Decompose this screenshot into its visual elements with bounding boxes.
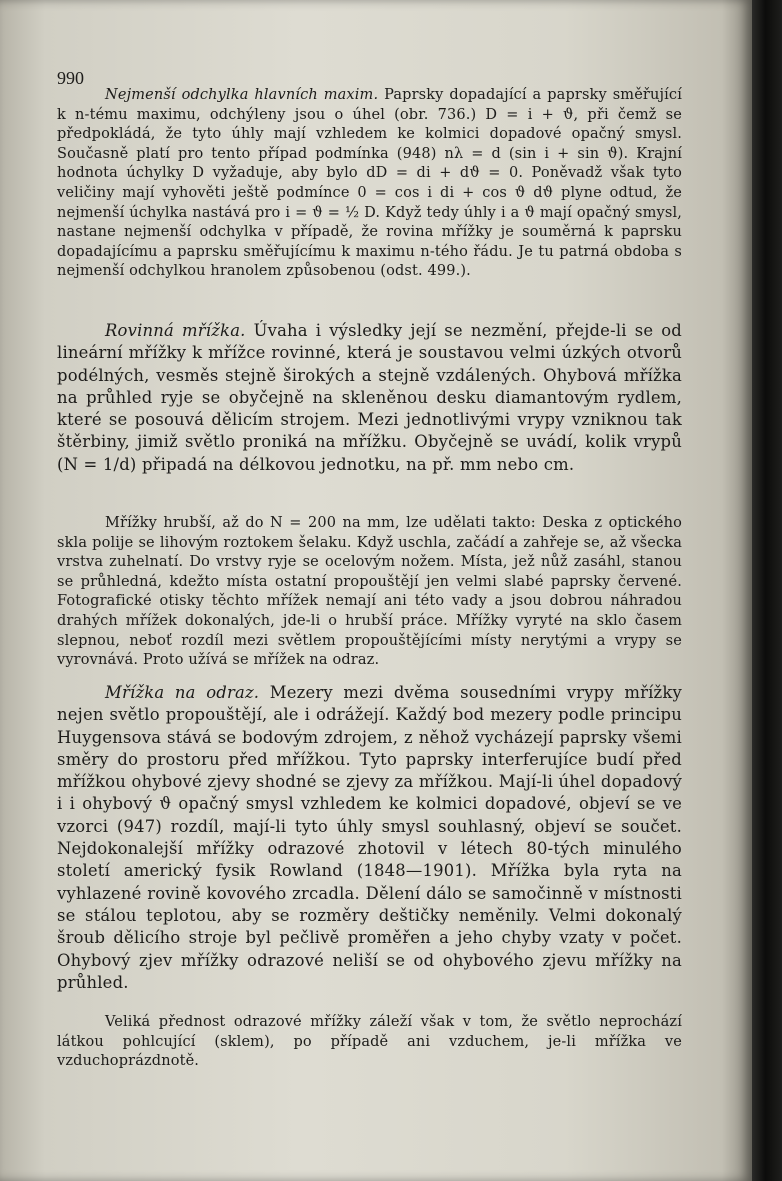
paragraph-text: Veliká přednost odrazové mřížky záleží však v tom, že světlo neprochází látkou pohlcující (sklem), po případě ani vzduchem, je-li mřížka ve vzduchoprázdnotě. [57, 1014, 682, 1070]
paragraph-reflection-grating [57, 682, 682, 994]
book-spine-shadow [752, 0, 782, 1181]
paragraph-smallest-deviation [57, 86, 682, 282]
paragraph-reflection-advantage [57, 1013, 682, 1072]
page-number: 990 [57, 68, 84, 88]
paragraph-heading: Nejmenší odchylka hlavních maxim. [105, 87, 379, 103]
paragraph-heading: Rovinná mřížka. [105, 321, 246, 340]
paragraph-heading: Mřížka na odraz. [105, 683, 260, 702]
paragraph-text: Paprsky dopadající a paprsky směřující k n-tému maximu, odchýleny jsou o úhel (obr. 736.) D = i + ϑ, při čemž se předpokládá, že tyto úhly mají vzhledem ke kolmici dopadové opačný smysl. Současně platí pro tento případ podmínka (948) nλ = d (sin i + sin ϑ). Krajní hodnota úchylky D vyžaduje, aby bylo dD = di + dϑ = 0. Poněvadž však tyto veličiny mají vyhověti ještě podmínce 0 = cos i di + cos ϑ dϑ plyne odtud, že nejmenší úchylka nastává pro i = ϑ = ½ D. Když tedy úhly i a ϑ mají opačný smysl, nastane nejmenší odchylka v případě, že rovina mřížky je souměrná k paprsku dopadajícímu a paprsku směřujícímu k maximu n-tého řádu. Je tu patrná obdoba s nejmenší odchylkou hranolem způsobenou (odst. 499.). [57, 87, 682, 280]
paragraph-text: Mezery mezi dvěma sousedními vrypy mřížky nejen světlo propouštějí, ale i odrážejí. Každý bod mezery podle principu Huygensova stává se bodovým zdrojem, z něhož vycházejí paprsky všemi směry do prostoru před mřížkou. Tyto paprsky interferujíce budí před mřížkou ohybové zjevy shodné se zjevy za mřížkou. Mají-li úhel dopadový i i ohybový ϑ opačný smysl vzhledem ke kolmici dopadové, objeví se ve vzorci (947) rozdíl, mají-li tyto úhly smysl souhlasný, objeví se součet. Nejdokonalejší mřížky odrazové zhotovil v létech 80-tých minulého století americký fysik Rowland (1848—1901). Mřížka byla ryta na vyhlazené rovině kovového zrcadla. Dělení dálo se samočinně v místnosti se stálou teplotou, aby se rozměry deštičky neměnily. Velmi dokonalý šroub dělicího stroje byl pečlivě proměřen a jeho chyby vzaty v počet. Ohybový zjev mřížky odrazové neliší se od ohybového zjevu mřížky na průhled. [57, 683, 682, 992]
paragraph-coarse-gratings-note [57, 514, 682, 671]
paragraph-text: Úvaha i výsledky její se nezmění, přejde-li se od lineární mřížky k mřížce rovinné, která je soustavou velmi úzkých otvorů podélných, vesměs stejně širokých a stejně vzdálených. Ohybová mřížka na průhled ryje se obyčejně na skleněnou desku diamantovým rydlem, které se posouvá dělicím strojem. Mezi jednotlivými vrypy vzniknou tak štěrbiny, jimiž světlo proniká na mřížku. Obyčejně se uvádí, kolik vrypů (N = 1/d) připadá na délkovou jednotku, na př. mm nebo cm. [57, 321, 682, 474]
paragraph-text: Mřížky hrubší, až do N = 200 na mm, lze udělati takto: Deska z optického skla polije se lihovým roztokem šelaku. Když uschla, začádí a zahřeje se, až všecka vrstva zuhelnatí. Do vrstvy ryje se ocelovým nožem. Místa, jež nůž zasáhl, stanou se průhledná, kdežto místa ostatní propouštějí jen velmi slabé paprsky červené. Fotografické otisky těchto mřížek nemají ani této vady a jsou dobrou náhradou drahých mřížek dokonalých, jde-li o hrubší práce. Mřížky vyryté na sklo časem slepnou, neboť rozdíl mezi světlem propouštějícími místy nerytými a vrypy se vyrovnává. Proto užívá se mřížek na odraz. [57, 515, 682, 669]
paragraph-plane-grating [57, 320, 682, 476]
